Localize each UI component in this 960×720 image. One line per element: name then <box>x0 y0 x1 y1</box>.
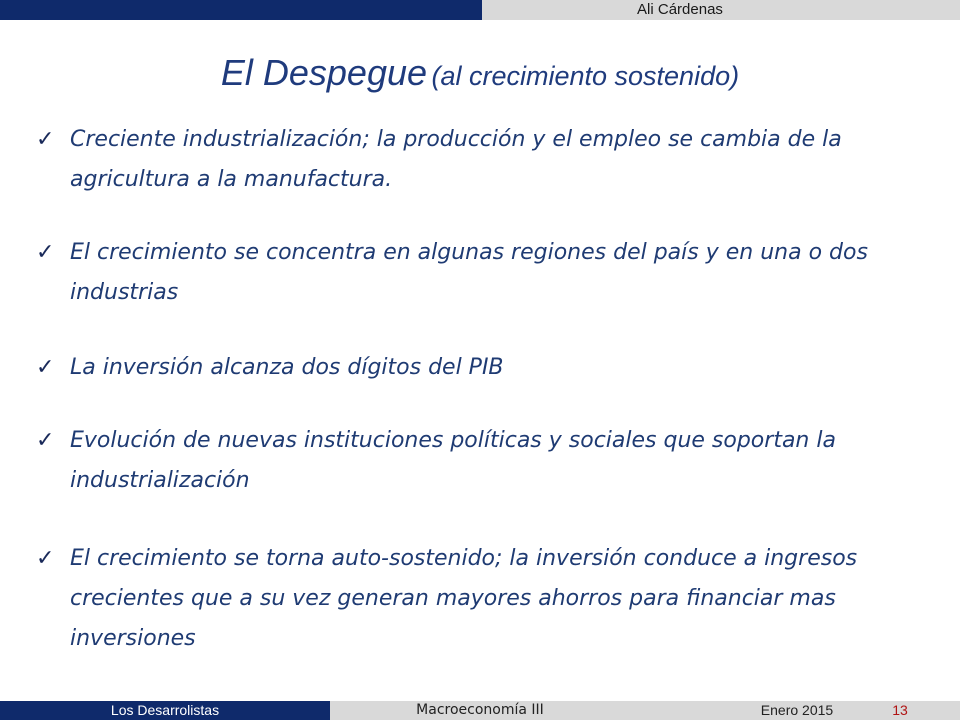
footer-date: Enero 2015 <box>760 702 834 718</box>
check-icon: ✓ <box>36 355 55 380</box>
check-icon: ✓ <box>36 546 55 571</box>
bullet-text: Creciente industrialización; la producción y el empleo se cambia de la agricultura a la manufactura. <box>70 127 842 192</box>
check-icon: ✓ <box>36 240 55 265</box>
check-icon: ✓ <box>36 428 55 453</box>
slide-title-main: El Despegue <box>220 52 428 93</box>
check-icon: ✓ <box>36 127 55 152</box>
bullet-item <box>36 539 916 659</box>
author-name: Ali Cárdenas <box>637 1 723 18</box>
header-bar-dark <box>0 0 482 20</box>
footer-right <box>630 701 960 720</box>
bullet-item <box>36 233 916 313</box>
slide-title <box>0 52 960 94</box>
slide-title-sub: (al crecimiento sostenido) <box>431 61 740 91</box>
bullet-text: El crecimiento se concentra en algunas regiones del país y en una o dos industrias <box>70 240 868 305</box>
bullet-item <box>36 348 504 388</box>
bullet-text: Evolución de nuevas instituciones políticas y sociales que soportan la industrialización <box>70 428 836 493</box>
bullet-item <box>36 421 916 501</box>
bullet-item <box>36 120 916 200</box>
footer-left: Los Desarrolistas <box>0 701 330 720</box>
page-number: 13 <box>892 702 908 718</box>
bullet-text: El crecimiento se torna auto-sostenido; la inversión conduce a ingresos crecientes que a su vez generan mayores ahorros para financiar mas inversiones <box>70 546 858 651</box>
bullet-text: La inversión alcanza dos dígitos del PIB <box>70 355 504 380</box>
footer-course: Macroeconomía III <box>330 701 630 720</box>
